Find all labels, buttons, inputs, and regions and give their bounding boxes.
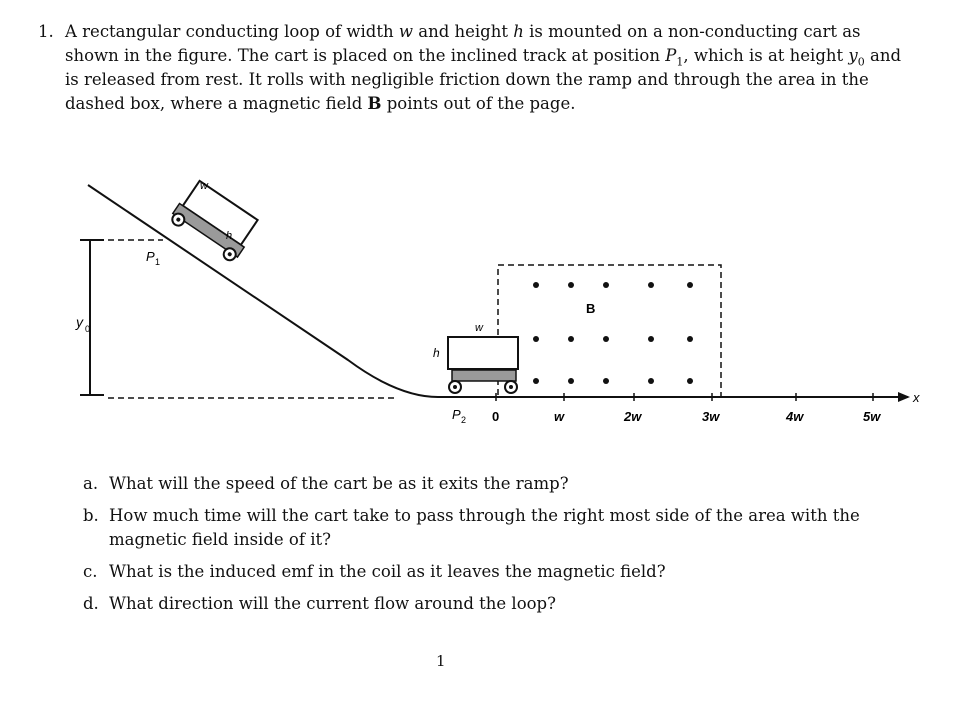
problem-segment: , which is at height: [683, 46, 849, 65]
problem-statement: [38, 20, 918, 116]
question-text: What is the induced emf in the coil as it leaves the magnetic field?: [109, 562, 666, 581]
problem-segment: y: [848, 46, 858, 65]
ramp-cart-h-label: h: [226, 230, 233, 242]
axis-tick-label: 2w: [624, 409, 642, 424]
problem-segment: points out of the page.: [381, 94, 576, 113]
box-cart-h-label: h: [433, 346, 440, 360]
field-dot: [648, 336, 654, 342]
question-item: [83, 472, 903, 496]
problem-segment: and height: [412, 22, 514, 41]
axis-tick-label: w: [554, 409, 565, 424]
problem-segment: 0: [857, 55, 865, 69]
field-dot: [687, 282, 693, 288]
page-number: 1: [436, 652, 446, 670]
problem-segment: h: [513, 22, 524, 41]
field-dot: [533, 336, 539, 342]
problem-text: [65, 20, 918, 116]
problem-number: 1.: [38, 22, 54, 41]
problem-segment: is mounted on a non-conducting cart as shown in the figure. The cart is placed on the inclined track at position: [65, 22, 861, 65]
question-text: What will the speed of the cart be as it exits the ramp?: [109, 474, 569, 493]
axis-tick-label: 4w: [786, 409, 804, 424]
field-dots: [533, 282, 693, 384]
p1-label: P: [146, 249, 155, 264]
field-dot: [648, 282, 654, 288]
field-dot: [687, 336, 693, 342]
problem-segment: w: [398, 22, 413, 41]
problem-segment: P: [665, 46, 677, 65]
problem-segment: and is released from rest. It rolls with negligible friction down the ramp and through the area in the dashed box, where a magnetic field: [65, 46, 902, 113]
field-dot: [603, 378, 609, 384]
question-list: [83, 472, 903, 624]
field-dot: [533, 378, 539, 384]
problem-segment: B: [367, 94, 382, 113]
question-item: [83, 504, 903, 552]
question-label: c.: [83, 562, 98, 581]
question-item: [83, 592, 903, 616]
question-label: d.: [83, 594, 99, 613]
p1-label-sub: 1: [155, 257, 161, 267]
question-label: a.: [83, 474, 99, 493]
field-dot: [648, 378, 654, 384]
ramp-cart-w-label: w: [200, 180, 208, 192]
axis-tick-label: 0: [492, 409, 500, 424]
field-dot: [603, 336, 609, 342]
cart-ramp-figure: [68, 165, 928, 435]
field-dot: [568, 336, 574, 342]
field-dot: [568, 282, 574, 288]
problem-segment: A rectangular conducting loop of width: [65, 22, 399, 41]
axis-tick-label: 3w: [702, 409, 720, 424]
y0-label-sub: 0: [85, 324, 91, 334]
question-label: b.: [83, 506, 99, 525]
p2-label: P: [452, 407, 461, 422]
axis-tick-label: 5w: [863, 409, 881, 424]
field-dot: [603, 282, 609, 288]
x-axis-label: x: [913, 390, 920, 405]
field-dot: [687, 378, 693, 384]
cart-at-p2: [433, 322, 518, 393]
problem-segment: 1: [676, 55, 684, 69]
b-field-label: B: [586, 301, 596, 316]
y0-label: y: [76, 314, 83, 330]
field-dot: [568, 378, 574, 384]
cart-on-ramp: [168, 179, 261, 264]
question-text: How much time will the cart take to pass through the right most side of the area with the magnetic field inside of it?: [109, 506, 860, 549]
p2-label-sub: 2: [461, 415, 467, 425]
box-cart-w-label: w: [475, 322, 483, 334]
question-item: [83, 560, 903, 584]
question-text: What direction will the current flow around the loop?: [109, 594, 556, 613]
field-dot: [533, 282, 539, 288]
